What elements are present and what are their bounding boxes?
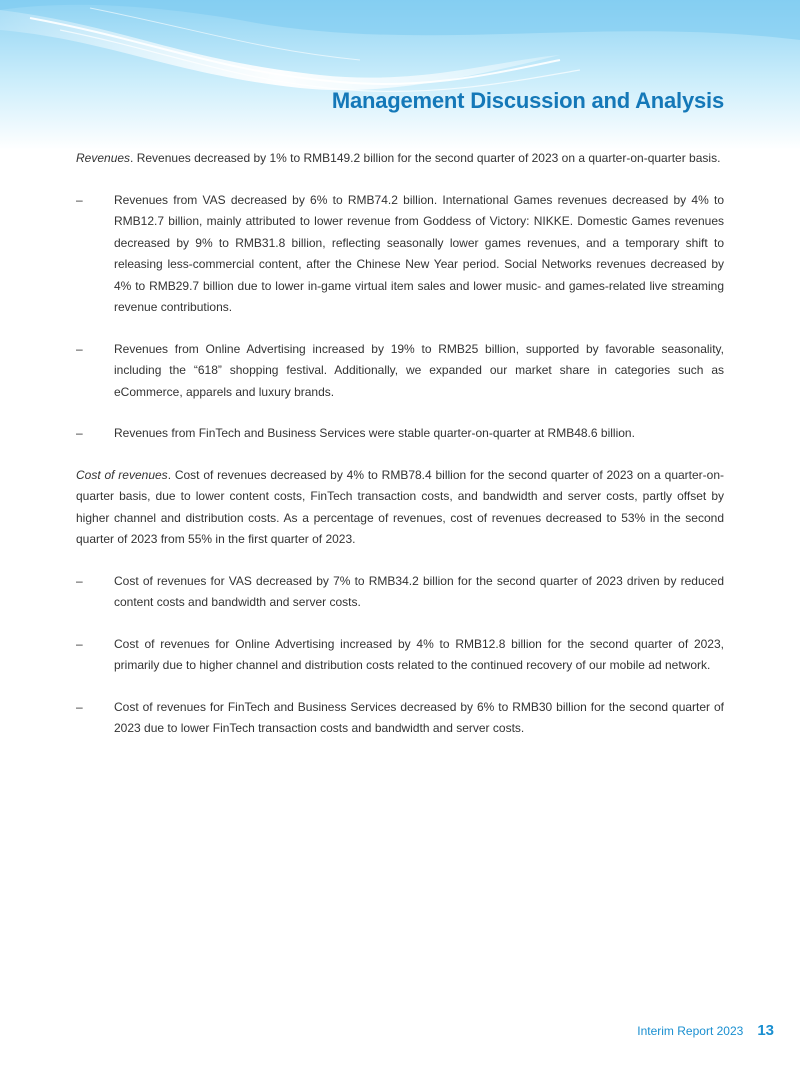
list-item — [76, 634, 724, 677]
revenues-fintech-bullet: Revenues from FinTech and Business Services were stable quarter-on-quarter at RMB48.6 billion. — [114, 426, 635, 440]
revenues-advertising-bullet: Revenues from Online Advertising increased by 19% to RMB25 billion, supported by favorable seasonality, including the “618” shopping festival. Additionally, we expanded our market share in categories such as eCommerce, apparels and luxury brands. — [114, 341, 724, 399]
cost-advertising-bullet: Cost of revenues for Online Advertising increased by 4% to RMB12.8 billion for the second quarter of 2023, primarily due to higher channel and distribution costs related to the continued recovery of our mobile ad network. — [114, 636, 724, 672]
revenues-vas-bullet: Revenues from VAS decreased by 6% to RMB74.2 billion. International Games revenues decreased by 4% to RMB12.7 billion, mainly attributed to lower revenue from Goddess of Victory: NIKKE. Domestic Games revenues decreased by 9% to RMB31.8 billion, reflecting seasonally lower games revenues, and a temporary shift to releasing less-commercial content, after the Chinese New Year period. Social Networks revenues decreased by 4% to RMB29.7 billion due to lower in-game virtual item sales and lower music- and games-related live streaming revenue contributions. — [114, 192, 724, 314]
bullet-dash: – — [76, 573, 83, 588]
report-name: Interim Report 2023 — [637, 1024, 744, 1038]
page-number: 13 — [757, 1022, 774, 1039]
bullet-dash: – — [76, 192, 83, 207]
revenues-text: . Revenues decreased by 1% to RMB149.2 billion for the second quarter of 2023 on a quarter-on-quarter basis. — [130, 151, 721, 165]
cost-vas-bullet: Cost of revenues for VAS decreased by 7% to RMB34.2 billion for the second quarter of 2023 driven by reduced content costs and bandwidth and server costs. — [114, 573, 724, 609]
revenues-paragraph — [76, 148, 724, 170]
bullet-dash: – — [76, 341, 83, 356]
header-background-swoosh — [0, 0, 800, 150]
cost-text: . Cost of revenues decreased by 4% to RMB78.4 billion for the second quarter of 2023 on a quarter-on-quarter basis, due to lower content costs, FinTech transaction costs, and bandwidth and server costs, partly offset by higher channel and distribution costs. As a percentage of revenues, cost of revenues decreased to 53% in the second quarter of 2023 from 55% in the first quarter of 2023. — [76, 467, 725, 546]
list-item — [76, 339, 724, 404]
revenues-lead: Revenues — [76, 151, 131, 165]
page-footer — [637, 1022, 774, 1039]
cost-paragraph — [76, 465, 724, 551]
list-item — [76, 571, 724, 614]
page-title: Management Discussion and Analysis — [331, 88, 724, 113]
bullet-dash: – — [76, 699, 83, 714]
bullet-dash: – — [76, 636, 83, 651]
cost-fintech-bullet: Cost of revenues for FinTech and Business Services decreased by 6% to RMB30 billion for the second quarter of 2023 due to lower FinTech transaction costs and bandwidth and server costs. — [114, 699, 724, 735]
cost-lead: Cost of revenues — [76, 467, 168, 482]
bullet-dash: – — [76, 426, 83, 440]
list-item — [76, 423, 724, 445]
main-content — [76, 148, 724, 760]
list-item — [76, 190, 724, 319]
list-item — [76, 697, 724, 740]
